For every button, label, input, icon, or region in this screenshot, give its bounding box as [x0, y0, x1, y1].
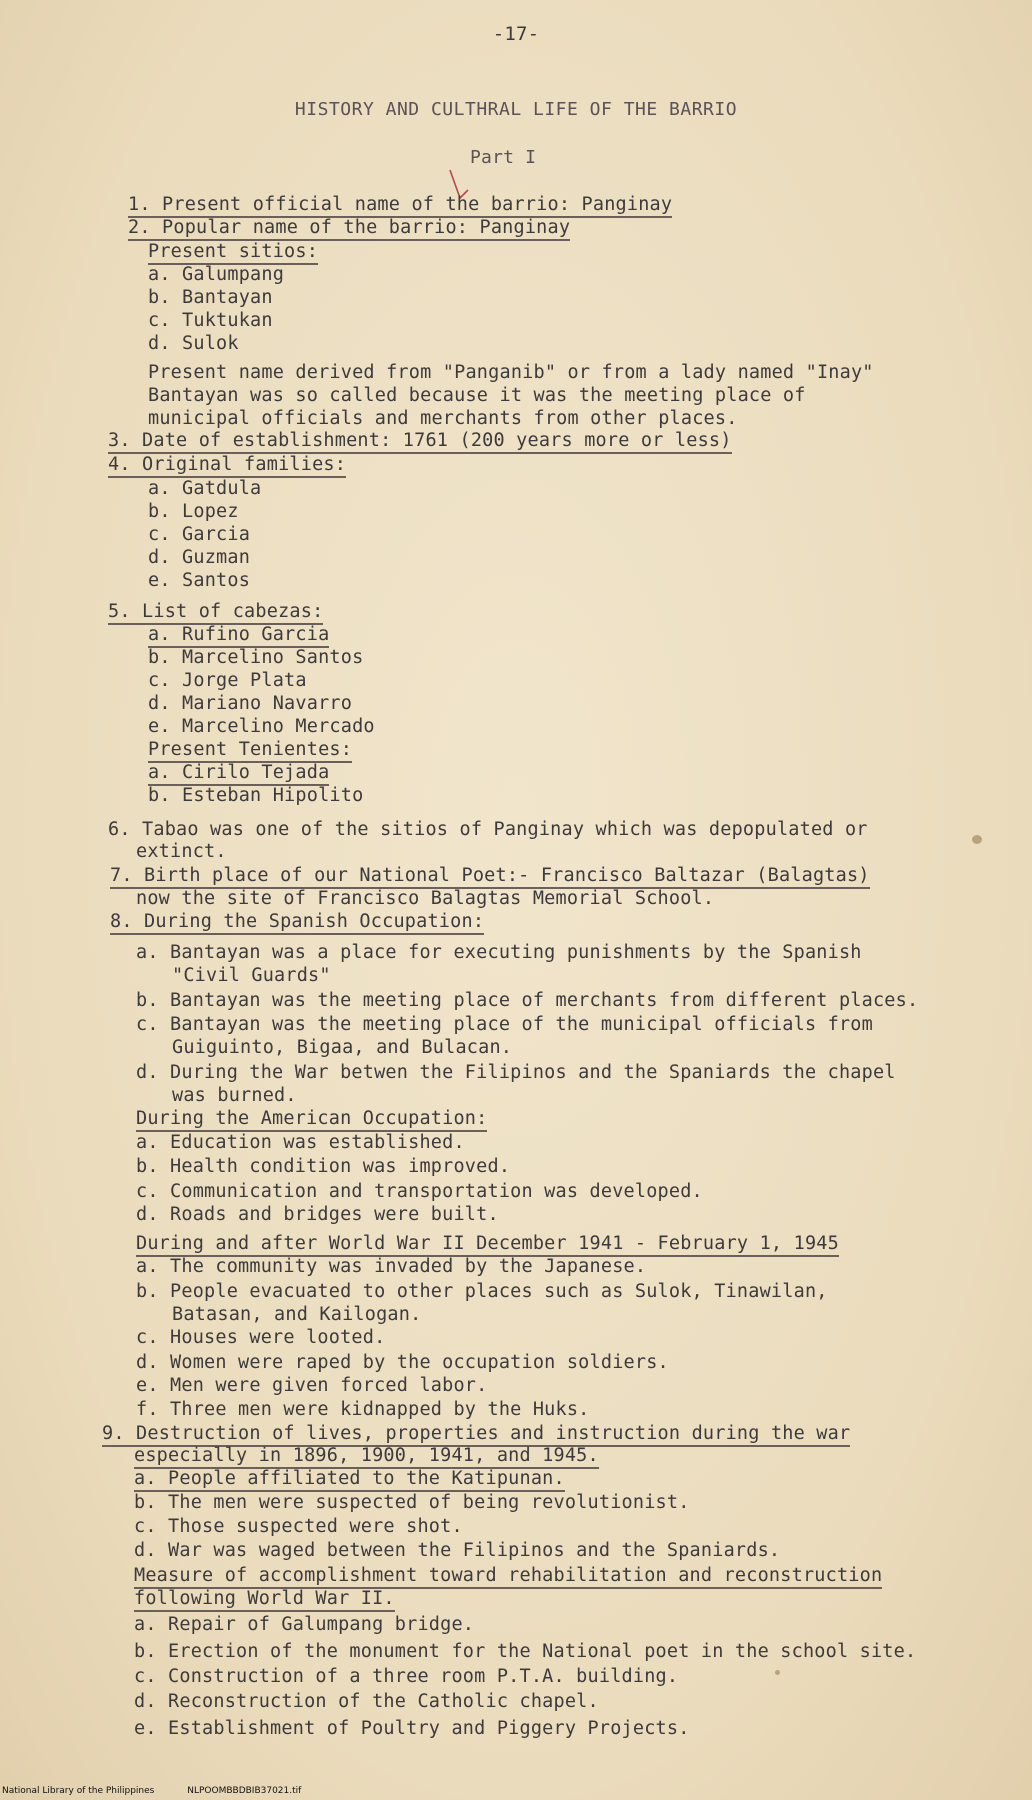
- scan-footer: [2, 1786, 331, 1797]
- line-13: a. Gatdula: [148, 478, 262, 499]
- line-17: e. Santos: [148, 570, 251, 591]
- footer-library: National Library of the Philippines: [2, 1786, 155, 1796]
- line-07: d. Sulok: [148, 333, 239, 354]
- line-64: e. Establishment of Poultry and Piggery Projects.: [134, 1718, 690, 1739]
- line-21: c. Jorge Plata: [148, 670, 307, 691]
- line-44: During and after World War II December 1941 - February 1, 1945: [136, 1233, 839, 1257]
- line-32: a. Bantayan was a place for executing punishments by the Spanish: [136, 942, 862, 963]
- line-49: d. Women were raped by the occupation soldiers.: [136, 1352, 669, 1373]
- line-01: 1. Present official name of the barrio: Panginay: [128, 194, 672, 218]
- line-23: e. Marcelino Mercado: [148, 716, 375, 737]
- line-27: 6. Tabao was one of the sitios of Panginay which was depopulated or: [108, 819, 868, 840]
- line-16: d. Guzman: [148, 547, 251, 568]
- line-39: During the American Occupation:: [136, 1108, 487, 1132]
- line-63: d. Reconstruction of the Catholic chapel.: [134, 1691, 599, 1712]
- line-19: a. Rufino Garcia: [148, 624, 329, 648]
- line-03: Present sitios:: [148, 241, 318, 265]
- footer-file-id: NLPOOMBBDBIB37021.tif: [187, 1786, 302, 1796]
- line-31: 8. During the Spanish Occupation:: [110, 911, 484, 935]
- line-02: 2. Popular name of the barrio: Panginay: [128, 217, 570, 241]
- line-35: c. Bantayan was the meeting place of the municipal officials from: [136, 1014, 873, 1035]
- line-43: d. Roads and bridges were built.: [136, 1204, 499, 1225]
- line-51: f. Three men were kidnapped by the Huks.: [136, 1399, 590, 1420]
- line-29: 7. Birth place of our National Poet:- Francisco Baltazar (Balagtas): [110, 865, 870, 889]
- line-08: Present name derived from "Panganib" or from a lady named "Inay": [148, 362, 874, 383]
- line-36: Guiguinto, Bigaa, and Bulacan.: [172, 1037, 513, 1058]
- line-61: b. Erection of the monument for the National poet in the school site.: [134, 1641, 917, 1662]
- line-18: 5. List of cabezas:: [108, 601, 323, 625]
- page-title: HISTORY AND CULTHRAL LIFE OF THE BARRIO: [294, 99, 738, 120]
- line-12: 4. Original families:: [108, 454, 346, 478]
- line-11: 3. Date of establishment: 1761 (200 years more or less): [108, 430, 732, 454]
- line-58: Measure of accomplishment toward rehabilitation and reconstruction: [134, 1565, 882, 1589]
- line-57: d. War was waged between the Filipinos and the Spaniards.: [134, 1540, 781, 1561]
- line-25: a. Cirilo Tejada: [148, 762, 329, 786]
- line-55: b. The men were suspected of being revolutionist.: [134, 1492, 690, 1513]
- line-04: a. Galumpang: [148, 264, 285, 285]
- line-56: c. Those suspected were shot.: [134, 1516, 463, 1537]
- paper-spot: [972, 835, 982, 844]
- line-37: d. During the War betwen the Filipinos and the Spaniards the chapel: [136, 1062, 896, 1083]
- line-28: extinct.: [136, 841, 227, 862]
- line-54: a. People affiliated to the Katipunan.: [134, 1468, 565, 1492]
- line-14: b. Lopez: [148, 501, 239, 522]
- line-38: was burned.: [172, 1085, 297, 1106]
- line-24: Present Tenientes:: [148, 739, 352, 763]
- line-40: a. Education was established.: [136, 1132, 465, 1153]
- line-59: following World War II.: [134, 1588, 395, 1612]
- paper-spot: [775, 1670, 780, 1675]
- line-05: b. Bantayan: [148, 287, 273, 308]
- line-48: c. Houses were looted.: [136, 1327, 386, 1348]
- line-20: b. Marcelino Santos: [148, 647, 364, 668]
- line-26: b. Esteban Hipolito: [148, 785, 364, 806]
- line-60: a. Repair of Galumpang bridge.: [134, 1614, 475, 1635]
- line-47: Batasan, and Kailogan.: [172, 1304, 422, 1325]
- line-30: now the site of Francisco Balagtas Memorial School.: [136, 888, 715, 909]
- line-50: e. Men were given forced labor.: [136, 1375, 488, 1396]
- line-45: a. The community was invaded by the Japanese.: [136, 1256, 647, 1277]
- line-06: c. Tuktukan: [148, 310, 273, 331]
- page-number: -17-: [492, 23, 540, 45]
- line-09: Bantayan was so called because it was the meeting place of: [148, 385, 806, 406]
- line-34: b. Bantayan was the meeting place of merchants from different places.: [136, 990, 919, 1011]
- line-46: b. People evacuated to other places such as Sulok, Tinawilan,: [136, 1281, 828, 1302]
- line-22: d. Mariano Navarro: [148, 693, 353, 714]
- line-41: b. Health condition was improved.: [136, 1156, 511, 1177]
- line-52: 9. Destruction of lives, properties and instruction during the war: [102, 1423, 850, 1447]
- line-10: municipal officials and merchants from other places.: [148, 408, 738, 429]
- line-53: especially in 1896, 1900, 1941, and 1945.: [134, 1445, 599, 1469]
- part-heading: Part I: [470, 147, 537, 168]
- line-42: c. Communication and transportation was developed.: [136, 1181, 703, 1202]
- line-33: "Civil Guards": [172, 965, 331, 986]
- line-62: c. Construction of a three room P.T.A. building.: [134, 1666, 679, 1687]
- line-15: c. Garcia: [148, 524, 251, 545]
